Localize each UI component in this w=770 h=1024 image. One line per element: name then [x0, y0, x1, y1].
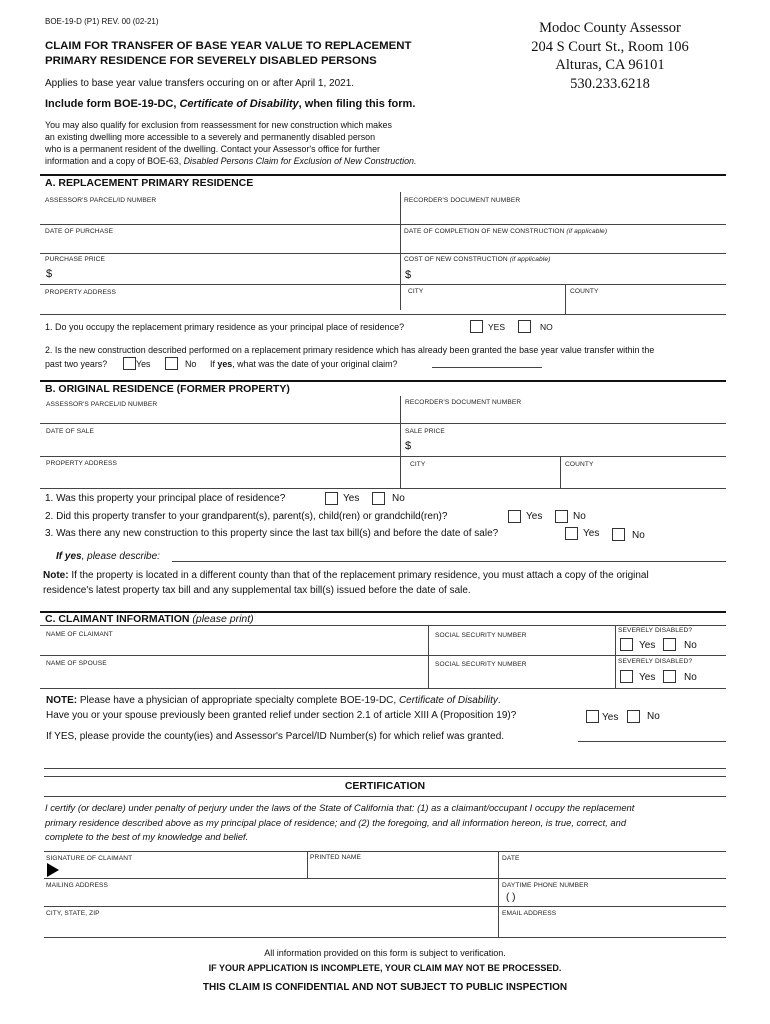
b-sale-price-input[interactable] [415, 437, 720, 455]
b-q1-no-checkbox[interactable] [372, 492, 385, 505]
b-county-label: COUNTY [565, 461, 594, 468]
a-q1-yes-checkbox[interactable] [470, 320, 483, 333]
sig-row-rule [44, 851, 726, 852]
b-city-input[interactable] [404, 470, 556, 486]
c-claimant-disabled-yes-label: Yes [639, 640, 656, 651]
a-county-input[interactable] [568, 296, 723, 310]
a-city-input[interactable] [404, 296, 562, 310]
b-property-address-input[interactable] [44, 470, 396, 486]
a-date-purchase-label: DATE OF PURCHASE [45, 228, 114, 235]
certification-rule [44, 796, 726, 797]
a-property-address-input[interactable] [44, 297, 399, 310]
intro-paragraph-line1: You may also qualify for exclusion from reassessment for new construction which makes [45, 120, 392, 130]
b-q2-text: 2. Did this property transfer to your grandparent(s), parent(s), child(ren) or grandchild(ren)? [45, 511, 448, 522]
a-q2-line2: past two years? [45, 359, 108, 369]
c-claimant-disabled-no-checkbox[interactable] [663, 638, 676, 651]
certification-heading: CERTIFICATION [344, 780, 426, 792]
b-date-sale-input[interactable] [44, 437, 396, 455]
assessor-phone: 530.233.6218 [570, 75, 650, 92]
b-col-divider [400, 396, 401, 488]
assessor-name: Modoc County Assessor [539, 20, 681, 36]
form-title-line1: CLAIM FOR TRANSFER OF BASE YEAR VALUE TO REPLACEMENT [45, 40, 412, 52]
b-row-rule [40, 456, 726, 457]
date-label: DATE [502, 855, 520, 862]
a-cost-new-input[interactable] [415, 266, 720, 282]
b-note-line2: residence's latest property tax bill and any supplemental tax bill(s) issued before the date of sale. [43, 585, 471, 596]
city-state-zip-input[interactable] [44, 918, 494, 936]
signature-input[interactable] [64, 862, 304, 878]
certification-text-line2: primary residence described above as my principal place of residence; and (2) the foregoing, and all information hereon, is true, correct, and [45, 817, 627, 828]
a-row-rule [40, 224, 726, 225]
a-q1-yes-label: YES [488, 322, 506, 332]
a-q2-if-text: If yes, what was the date of your original claim? [210, 359, 398, 369]
b-city-divider [560, 456, 561, 488]
a-purchase-dollar: $ [46, 268, 53, 280]
signature-label: SIGNATURE OF CLAIMANT [46, 855, 133, 862]
a-date-purchase-input[interactable] [44, 237, 399, 253]
c-physician-note: NOTE: Please have a physician of appropriate specialty complete BOE-19-DC, Certificate of Disability. [46, 695, 501, 706]
sig-divider [307, 851, 308, 878]
c-prop19-question: Have you or your spouse previously been granted relief under section 2.1 of article XIII A (Proposition 19)? [46, 710, 517, 721]
c-spouse-disabled-yes-checkbox[interactable] [620, 670, 633, 683]
a-row-rule [40, 314, 726, 315]
a-county-label: COUNTY [570, 288, 599, 295]
a-date-completion-input[interactable] [403, 237, 723, 253]
b-q1-yes-checkbox[interactable] [325, 492, 338, 505]
mailing-address-input[interactable] [44, 891, 494, 906]
applies-text: Applies to base year value transfers occuring on or after April 1, 2021. [45, 78, 355, 89]
b-q2-yes-label: Yes [526, 511, 543, 522]
c-claimant-name-label: NAME OF CLAIMANT [46, 631, 113, 638]
a-recorder-input[interactable] [403, 206, 723, 224]
include-note: Include form BOE-19-DC, Certificate of Disability, when filing this form. [45, 98, 416, 110]
certification-text-line3: complete to the best of my knowledge and belief. [45, 831, 249, 842]
section-a-heading: A. REPLACEMENT PRIMARY RESIDENCE [45, 177, 254, 189]
b-parcel-input[interactable] [44, 410, 396, 422]
c-spouse-disabled-no-checkbox[interactable] [663, 670, 676, 683]
a-row-rule [40, 284, 726, 285]
a-q1-no-checkbox[interactable] [518, 320, 531, 333]
footer-incomplete-warning: IF YOUR APPLICATION IS INCOMPLETE, YOUR CLAIM MAY NOT BE PROCESSED. [208, 963, 562, 973]
daytime-phone-label: DAYTIME PHONE NUMBER [502, 882, 589, 889]
a-col-divider [400, 192, 401, 310]
certification-rule [44, 776, 726, 777]
a-parcel-label: ASSESSOR'S PARCEL/ID NUMBER [45, 197, 157, 204]
a-cost-new-label: COST OF NEW CONSTRUCTION (if applicable) [404, 256, 551, 263]
c-relief-question: If YES, please provide the county(ies) and Assessor's Parcel/ID Number(s) for which relief was granted. [46, 731, 505, 742]
section-b-rule [40, 380, 726, 382]
a-q2-yes-checkbox[interactable] [123, 357, 136, 370]
printed-name-label: PRINTED NAME [310, 854, 362, 861]
form-id: BOE-19-D (P1) REV. 00 (02-21) [45, 17, 159, 26]
c-spouse-name-label: NAME OF SPOUSE [46, 660, 107, 667]
c-prop19-no-label: No [647, 711, 660, 722]
c-relief-line-2[interactable] [44, 768, 726, 769]
c-row-rule [40, 625, 726, 626]
section-a-rule [40, 174, 726, 176]
form-title-line2: PRIMARY RESIDENCE FOR SEVERELY DISABLED PERSONS [45, 55, 377, 67]
a-q2-no-checkbox[interactable] [165, 357, 178, 370]
daytime-phone-input[interactable]: ( ) [506, 892, 516, 903]
b-q2-no-checkbox[interactable] [555, 510, 568, 523]
c-claimant-disabled-yes-checkbox[interactable] [620, 638, 633, 651]
b-q1-no-label: No [392, 493, 405, 504]
b-q3-yes-checkbox[interactable] [565, 527, 578, 540]
footer-verification: All information provided on this form is subject to verification. [264, 948, 506, 958]
b-q1-yes-label: Yes [343, 493, 360, 504]
section-b-heading: B. ORIGINAL RESIDENCE (FORMER PROPERTY) [45, 383, 290, 395]
signature-arrow-icon [46, 862, 60, 878]
a-q2-date-line[interactable] [432, 367, 542, 368]
c-spouse-ssn-label: SOCIAL SECURITY NUMBER [435, 661, 527, 668]
assessor-city: Alturas, CA 96101 [555, 57, 665, 73]
c-row-rule [40, 688, 726, 689]
bottom-rule [44, 937, 726, 938]
a-q2-yes-label: Yes [136, 359, 151, 369]
b-q3-no-label: No [632, 530, 645, 541]
b-q3-text: 3. Was there any new construction to this property since the last tax bill(s) and before the date of sale? [45, 528, 499, 539]
c-spouse-disabled-no-label: No [684, 672, 697, 683]
city-row-rule [44, 906, 726, 907]
footer-confidential: THIS CLAIM IS CONFIDENTIAL AND NOT SUBJECT TO PUBLIC INSPECTION [202, 982, 568, 993]
a-purchase-price-label: PURCHASE PRICE [45, 256, 106, 263]
a-city-divider [565, 284, 566, 314]
assessor-street: 204 S Court St., Room 106 [531, 38, 689, 55]
c-row-rule [40, 655, 726, 656]
c-spouse-ssn-input[interactable] [432, 670, 612, 686]
b-q2-no-label: No [573, 511, 586, 522]
c-spouse-disabled-yes-label: Yes [639, 672, 656, 683]
a-property-address-label: PROPERTY ADDRESS [45, 289, 116, 296]
b-county-input[interactable] [563, 470, 723, 486]
a-q1-text: 1. Do you occupy the replacement primary residence as your principal place of residence? [45, 322, 405, 332]
a-recorder-label: RECORDER'S DOCUMENT NUMBER [404, 197, 521, 204]
b-q2-yes-checkbox[interactable] [508, 510, 521, 523]
c-claimant-disabled-label: SEVERELY DISABLED? [618, 627, 693, 634]
b-describe-line[interactable] [172, 561, 726, 562]
a-q2-no-label: No [185, 359, 197, 369]
email-label: EMAIL ADDRESS [502, 910, 557, 917]
b-row-rule [40, 488, 726, 489]
certification-text-line1: I certify (or declare) under penalty of perjury under the laws of the State of California that: (1) as a claimant/occupant I occupy the replacement [45, 802, 635, 813]
b-note-line1: Note: If the property is located in a different county than that of the replacement primary residence, you must attach a copy of the original [43, 570, 649, 581]
c-claimant-disabled-no-label: No [684, 640, 697, 651]
c-prop19-yes-checkbox[interactable] [586, 710, 599, 723]
b-q1-text: 1. Was this property your principal place of residence? [45, 493, 286, 504]
b-sale-price-label: SALE PRICE [405, 428, 445, 435]
b-q3-no-checkbox[interactable] [612, 528, 625, 541]
assessor-address-block [495, 19, 725, 93]
a-date-completion-label: DATE OF COMPLETION OF NEW CONSTRUCTION (if applicable) [404, 228, 608, 235]
a-row-rule [40, 253, 726, 254]
intro-paragraph-line4: information and a copy of BOE-63, Disabled Persons Claim for Exclusion of New Construction. [45, 156, 417, 166]
a-q2-line1: 2. Is the new construction described performed on a replacement primary residence which has already been granted the base year value transfer within the [45, 345, 655, 355]
c-claimant-name-input[interactable] [44, 640, 424, 654]
b-q3-yes-label: Yes [583, 528, 600, 539]
c-relief-line[interactable] [578, 741, 726, 742]
b-recorder-label: RECORDER'S DOCUMENT NUMBER [405, 399, 522, 406]
printed-name-input[interactable] [310, 862, 495, 878]
city-state-zip-label: CITY, STATE, ZIP [46, 910, 100, 917]
c-claimant-ssn-label: SOCIAL SECURITY NUMBER [435, 632, 527, 639]
intro-paragraph-line3: who is a permanent resident of the dwelling. Contact your Assessor's office for further [45, 144, 381, 154]
c-spouse-disabled-label: SEVERELY DISABLED? [618, 658, 693, 665]
c-spouse-name-input[interactable] [44, 669, 424, 685]
a-parcel-input[interactable] [44, 206, 399, 224]
intro-paragraph-line2: an existing dwelling more accessible to a severely and permanently disabled person [45, 132, 376, 142]
b-recorder-input[interactable] [404, 408, 724, 422]
a-q1-no-label: NO [540, 322, 553, 332]
c-disabled-divider [615, 625, 616, 688]
date-input[interactable] [502, 863, 722, 878]
b-property-address-label: PROPERTY ADDRESS [46, 460, 117, 467]
date-divider [498, 851, 499, 937]
b-sale-dollar: $ [405, 440, 412, 452]
a-city-label: CITY [408, 288, 424, 295]
b-date-sale-label: DATE OF SALE [46, 428, 94, 435]
mail-row-rule [44, 878, 726, 879]
b-city-label: CITY [410, 461, 426, 468]
mailing-address-label: MAILING ADDRESS [46, 882, 108, 889]
c-ssn-divider [428, 625, 429, 688]
c-prop19-no-checkbox[interactable] [627, 710, 640, 723]
email-input[interactable] [502, 918, 722, 936]
section-c-heading: C. CLAIMANT INFORMATION (please print) [45, 613, 254, 625]
a-cost-dollar: $ [405, 269, 412, 281]
c-claimant-ssn-input[interactable] [432, 641, 612, 655]
b-row-rule [40, 423, 726, 424]
a-purchase-price-input[interactable] [56, 266, 396, 282]
b-parcel-label: ASSESSOR'S PARCEL/ID NUMBER [46, 401, 158, 408]
b-describe-label: If yes, please describe: [56, 551, 160, 562]
c-prop19-yes-label: Yes [602, 712, 619, 723]
